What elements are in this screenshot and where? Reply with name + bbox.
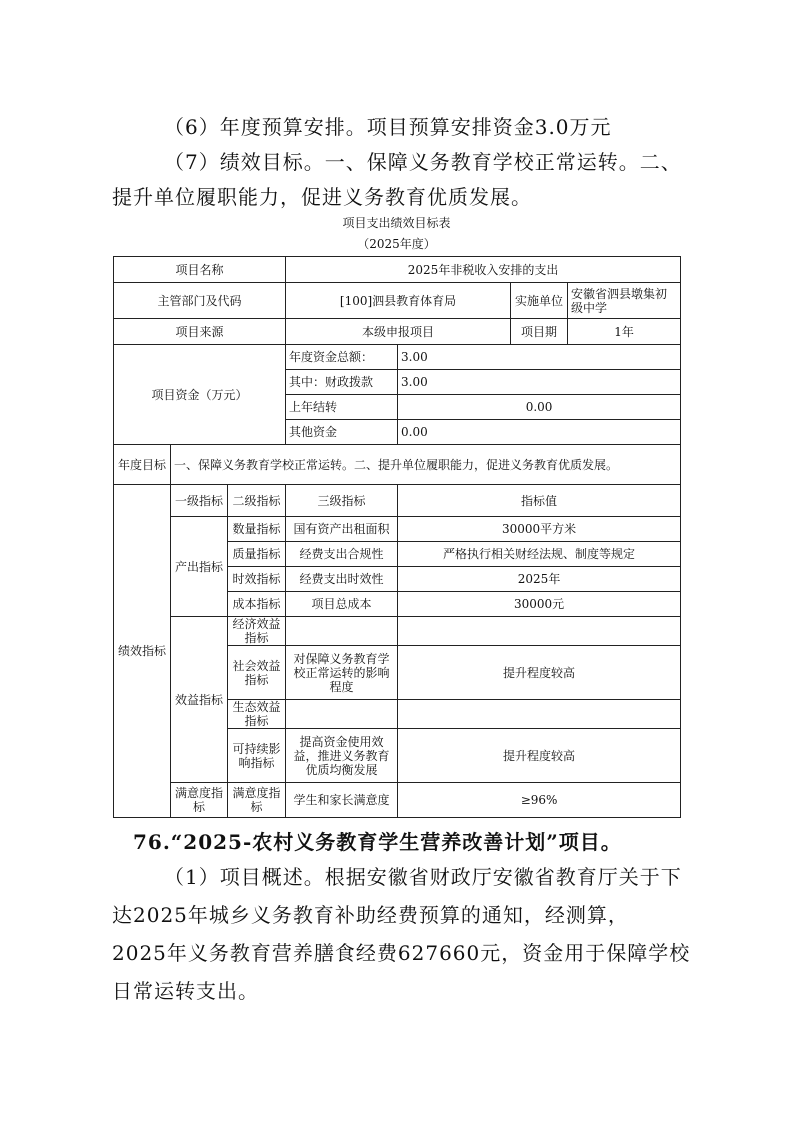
benefit-l2: 经济效益指标: [228, 617, 286, 646]
period-value: 1年: [568, 319, 681, 345]
header-level1: 一级指标: [171, 485, 228, 517]
annual-goal-value: 一、保障义务教育学校正常运转。二、提升单位履职能力，促进义务教育优质发展。: [171, 445, 681, 485]
output-l3: 经费支出时效性: [286, 567, 398, 592]
output-l2: 质量指标: [228, 542, 286, 567]
output-l2: 时效指标: [228, 567, 286, 592]
header-value: 指标值: [398, 485, 681, 517]
perf-indicators-label: 绩效指标: [114, 485, 171, 818]
performance-target-table: [113, 256, 681, 818]
funds-other-value: 0.00: [398, 420, 681, 445]
section76-line3: 2025年义务教育营养膳食经费627660元，资金用于保障学校: [112, 941, 691, 965]
funds-total-label: 年度资金总额：: [286, 345, 398, 370]
benefit-value: 提升程度较高: [398, 646, 681, 700]
output-value: 30000元: [398, 592, 681, 617]
benefit-indicators-label: 效益指标: [171, 617, 228, 783]
funds-total-value: 3.00: [398, 345, 681, 370]
annual-goal-label: 年度目标: [114, 445, 171, 485]
benefit-l3: [286, 617, 398, 646]
benefit-l3: [286, 700, 398, 729]
project-name-value: 2025年非税收入安排的支出: [286, 257, 681, 283]
funds-other-label: 其他资金: [286, 420, 398, 445]
section76-line2: 达2025年城乡义务教育补助经费预算的通知，经测算，: [112, 903, 629, 927]
benefit-l3: 对保障义务教育学校正常运转的影响程度: [286, 646, 398, 700]
benefit-value: 提升程度较高: [398, 729, 681, 783]
header-level2: 二级指标: [228, 485, 286, 517]
satisfaction-l3: 学生和家长满意度: [286, 783, 398, 818]
paragraph-budget: （6）年度预算安排。项目预算安排资金3.0万元: [164, 115, 612, 139]
satisfaction-l2: 满意度指标: [228, 783, 286, 818]
output-l2: 数量指标: [228, 517, 286, 542]
satisfaction-value: ≥96%: [398, 783, 681, 818]
table-title: 项目支出绩效目标表: [342, 216, 451, 230]
project-name-label: 项目名称: [114, 257, 286, 283]
output-indicators-label: 产出指标: [171, 517, 228, 617]
benefit-value: [398, 617, 681, 646]
benefit-l2: 社会效益指标: [228, 646, 286, 700]
output-l3: 经费支出合规性: [286, 542, 398, 567]
impl-label: 实施单位: [511, 283, 568, 319]
source-value: 本级申报项目: [286, 319, 511, 345]
table-year: （2025年度）: [357, 237, 436, 251]
funds-label: 项目资金（万元）: [114, 345, 286, 445]
benefit-l2: 生态效益指标: [228, 700, 286, 729]
benefit-l2: 可持续影响指标: [228, 729, 286, 783]
funds-carryover-value: 0.00: [398, 395, 681, 420]
funds-fiscal-value: 3.00: [398, 370, 681, 395]
dept-label: 主管部门及代码: [114, 283, 286, 319]
section76-line1: （1）项目概述。根据安徽省财政厅安徽省教育厅关于下: [164, 865, 682, 889]
source-label: 项目来源: [114, 319, 286, 345]
paragraph-goal-line2: 提升单位履职能力，促进义务教育优质发展。: [112, 185, 532, 209]
section76-line4: 日常运转支出。: [112, 979, 259, 1003]
impl-value: 安徽省泗县墩集初级中学: [568, 283, 681, 319]
period-label: 项目期: [511, 319, 568, 345]
paragraph-goal-line1: （7）绩效目标。一、保障义务教育学校正常运转。二、: [164, 150, 682, 174]
output-value: 30000平方米: [398, 517, 681, 542]
benefit-value: [398, 700, 681, 729]
benefit-l3: 提高资金使用效益，推进义务教育优质均衡发展: [286, 729, 398, 783]
funds-carryover-label: 上年结转: [286, 395, 398, 420]
funds-fiscal-label: 其中：财政拨款: [286, 370, 398, 395]
output-value: 2025年: [398, 567, 681, 592]
satisfaction-indicators-label: 满意度指标: [171, 783, 228, 818]
output-l3: 国有资产出租面积: [286, 517, 398, 542]
section-heading-76: 76.“2025-农村义务教育学生营养改善计划”项目。: [133, 830, 622, 854]
output-value: 严格执行相关财经法规、制度等规定: [398, 542, 681, 567]
output-l3: 项目总成本: [286, 592, 398, 617]
dept-value: [100]泗县教育体育局: [286, 283, 511, 319]
header-level3: 三级指标: [286, 485, 398, 517]
output-l2: 成本指标: [228, 592, 286, 617]
